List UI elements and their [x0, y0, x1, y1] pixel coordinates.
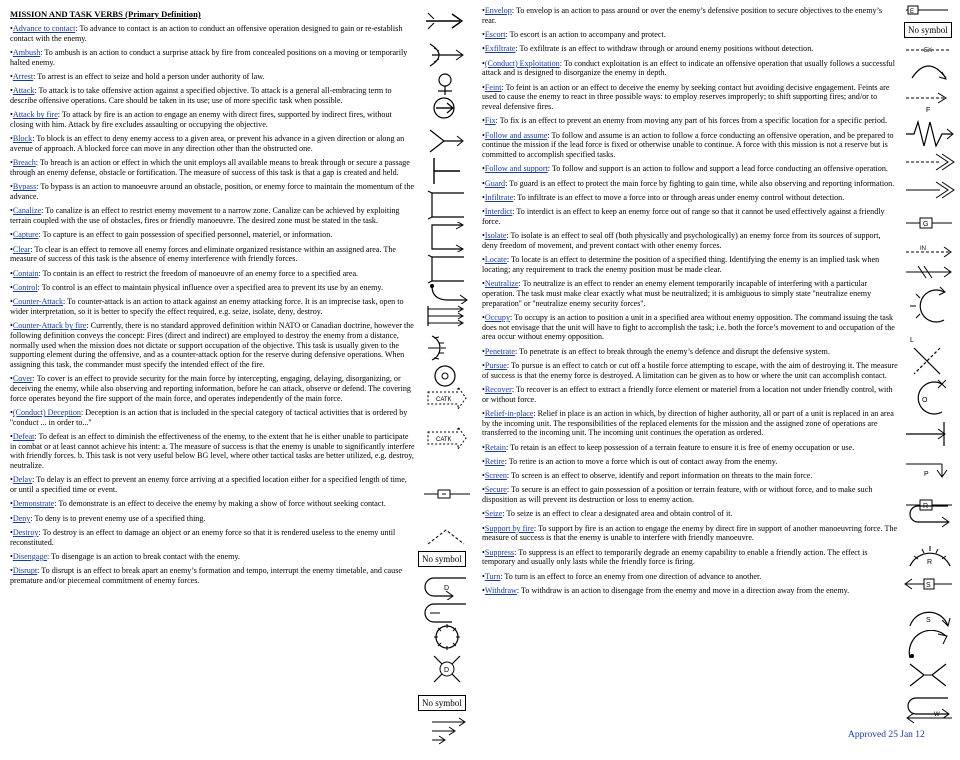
verb-definition: : To bypass is an action to manoeuvre around an obstacle, position, or enemy force to maintain the momentum of the advance. [10, 182, 415, 201]
verb-term: Capture [12, 230, 39, 240]
guard-icon [904, 212, 954, 234]
verb-definition: : To contain is an effect to restrict the freedom of manoeuvre of an enemy force to a specified area. [38, 268, 359, 278]
seize-icon [906, 630, 952, 662]
verb-definition: : To escort is an action to accompany and protect. [505, 30, 666, 39]
verb-definition: : To disengage is an action to break contact with the enemy. [47, 552, 240, 561]
verb-term: Advance to contact [12, 24, 76, 33]
verb-definition: : To retain is an effect to keep possession of a terrain feature to ensure it is free of enemy occupation or use. [505, 442, 855, 452]
verb-definition: : Deception is an action that is included in the special category of tactical activities that is ordered by ''conduct ... in order to...'' [10, 408, 408, 427]
verb-entry: •Ambush: To ambush is an action to conduct a surprise attack by fire from concealed positions on a moving or temporarily halted enemy. [10, 48, 408, 67]
verb-term: Pursue [484, 360, 507, 370]
verb-definition: : To screen is an effect to observe, identify and report information on threats to the main force. [506, 471, 813, 481]
verb-term: Follow and assume [484, 130, 548, 140]
verb-entry: •(Conduct) Exploitation: To conduct exploitation is an effect to indicate an offensive operation that usually follows a successful attack and is designed to disorganize the enemy in depth. [482, 58, 895, 78]
verb-term: Retain [484, 442, 506, 452]
right-entry-list [482, 6, 898, 596]
verb-term: Secure [484, 485, 507, 495]
exploitation-icon [904, 88, 954, 114]
verb-definition: : To isolate is an effect to seal off (both physically and psychologically) an enemy force from its sources of support, deny freedom of movement, and prevent contact with other enemy forces. [482, 231, 881, 250]
approval-date: Approved 25 Jan 12 [848, 730, 925, 740]
counter-attack-icon [424, 384, 468, 412]
verb-entry: •Follow and assume: To follow and assume is an action to follow a force conducting an offensive operation, and be prepared to continue the mission if the lead force is fixed or otherwise unable to continue. A force with this mission is not a reserve but is committed to accomplish specified tasks. [482, 130, 894, 159]
verb-entry: •Counter-Attack by fire: Currently, there is no standard approved definition within NATO or Canadian doctrine, however the following definition conveys the concept: Fires (direct and indirect) are employed to destroy the enemy from a distance, normally used when the mission does not dictate or support occupation of the objective. This task is usually given to the supporting element during the offensive, and as a counter-attack option for the reserve during defensive operations. When assigning this task, the commander must specify the intended effect of the fire. [10, 321, 414, 369]
verb-entry: •Retain: To retain is an effect to keep possession of a terrain feature to ensure it is free of enemy occupation or use. [482, 442, 855, 452]
verb-entry: •Retire: To retire is an action to move a force which is out of contact away from the enemy. [482, 456, 778, 466]
svg-text:S: S [926, 617, 931, 624]
verb-entry: •Cover: To cover is an effect to provide security for the main force by intercepting, engaging, delaying, disorganizing, or deceiving the enemy, while also observing and reporting information, before he can attack, observe or defend. The covering force operates beyond the fire support of the main force, and operates independently of the main force. [10, 374, 411, 403]
verb-definition: : To occupy is an action to position a unit in a specified area without enemy opposition. The command issuing the task does not envisage that the unit will have to fight to accomplish the task; i.e. both the force’s movement to and occupation of the area occur without enemy opposition. [482, 312, 895, 342]
verb-entry: •Clear: To clear is an effect to remove all enemy forces and eliminate organized resistance within an assigned area. The measure of success of this task is the absence of enemy interference with friendly forces. [10, 244, 396, 264]
verb-entry: •Disengage: To disengage is an action to break contact with the enemy. [10, 552, 240, 561]
verb-term: Screen [484, 471, 507, 481]
counter-attack-icon-label: CATK [436, 397, 452, 403]
verb-entry: •Pursue: To pursue is an effect to catch or cut off a hostile force attempting to escape, with the aim of destroying it. The measure of success is that the enemy force is destroyed. A limitation can be given as to how or where the unit can accomplish contact. [482, 360, 898, 380]
verb-entry: •Fix: To fix is an effect to prevent an enemy from moving any part of his forces from a specific location for a specific period. [482, 116, 887, 126]
verb-definition: : To feint is an action or an effect to deceive the enemy by seeking contact but avoiding decisive engagement. Feints are used to cause the enemy to react in three possible ways: to employ reserves improperly; to shift supporting fires; and/or to reveal defensive fires. [482, 82, 890, 111]
verb-definition: : To attack is to take offensive action against a specified objective. To attack is a general all-embracing term to describe offensive operations. Care should be taken in its use; use of more specific task when possible. [10, 86, 392, 105]
penetrate-icon [904, 420, 954, 448]
verb-entry: •Isolate: To isolate is an effect to seal off (both physically and psychologically) an enemy force from its sources of support, deny freedom of movement, and prevent contact with other enemy forces. [482, 231, 881, 250]
svg-text:G: G [923, 221, 929, 228]
verb-entry: •Infiltrate: To infiltrate is an effect to move a force into or through areas under enemy control without detection. [482, 192, 845, 202]
verb-definition: : To retire is an action to move a force which is out of contact away from the enemy. [504, 456, 778, 466]
breach-icon [426, 190, 466, 220]
interdict-icon [904, 262, 956, 282]
screen-icon-label: S [926, 582, 931, 589]
verb-definition: : To fix is an effect to prevent an enemy from moving any part of his forces from a specific location for a specific period. [495, 116, 887, 126]
no-symbol-badge-escort: No symbol [904, 22, 952, 38]
verb-definition: : To deny is to prevent enemy use of a specified thing. [30, 513, 206, 523]
verb-term: Control [12, 282, 38, 292]
occupy-icon [906, 378, 950, 418]
counter-attack-by-fire-icon [424, 424, 468, 452]
verb-entry: •Deny: To deny is to prevent enemy use of a specified thing. [10, 513, 206, 523]
envelop-icon [902, 2, 954, 18]
verb-term: Suppress [484, 547, 515, 557]
verb-definition: : To delay is an effect to prevent an enemy force arriving at a specified location either for a specified length of time, or until a specified time or event. [10, 475, 407, 495]
verb-term: Guard [484, 178, 506, 188]
arrest-icon [432, 70, 458, 96]
verb-entry: •Recover: To recover is an effect to extract a friendly force element or materiel from a location not under friendly control, with or without force. [482, 384, 893, 404]
verb-term: Exfiltrate [484, 44, 516, 54]
verb-term: (Conduct) Deception [12, 408, 81, 417]
verb-term: Ambush [12, 48, 41, 57]
verb-term: Clear [12, 244, 31, 254]
verb-entry: •Disrupt: To disrupt is an effect to break apart an enemy’s formation and tempo, interrupt the enemy timetable, and cause premature and/or piecemeal commitment of enemy forces. [10, 566, 402, 585]
left-column [10, 6, 415, 590]
verb-term: Attack [12, 86, 35, 96]
deception-icon [426, 528, 466, 546]
verb-term: Counter-Attack by fire [12, 321, 87, 331]
verb-entry: •Breach: To breach is an action or effect in which the unit employs all available means to break through or secure a passage through an enemy defense, obstacle or fortification. The measure of success of this task is that a gap is created and held. [10, 158, 410, 177]
verb-term: Fix [484, 116, 496, 126]
verb-entry: •Bypass: To bypass is an action to manoeuvre around an obstacle, position, or enemy force to maintain the momentum of the advance. [10, 182, 415, 201]
verb-definition: : To pursue is an effect to catch or cut off a hostile force attempting to escape, with the aim of destroying it. The measure of success is that the enemy force is destroyed. A limitation can be given as to how or where the unit can accomplish contact. [482, 360, 898, 380]
verb-definition: : To follow and support is an action to follow and support a lead force conducting an offensive operation. [547, 164, 888, 174]
verb-definition: : To suppress is an effect to temporarily degrade an enemy capability to enable a friendly action. The effect is temporary and usually only lasts while the friendly force is firing. [482, 547, 868, 567]
verb-entry: •Advance to contact: To advance to contact is an action to conduct an offensive operation designed to gain or re-establish contact with the enemy. [10, 24, 403, 43]
verb-term: Neutralize [484, 279, 519, 289]
delay-icon-label: D [444, 585, 450, 592]
verb-definition: : Relief in place is an action in which, by direction of higher authority, all or part of a unit is replaced in an area by the incoming unit. The responsibilities of the replaced elements for the mission and the assigned zone of operations are transferred to the incoming unit. The incoming unit continues the operation as ordered. [482, 408, 894, 438]
verb-term: Occupy [484, 312, 511, 322]
verb-term: Isolate [484, 231, 507, 241]
verb-definition: : To disrupt is an effect to break apart an enemy’s formation and tempo, interrupt the enemy timetable, and cause premature and/or piecemeal commitment of enemy forces. [10, 566, 402, 585]
support-by-fire-icon [906, 660, 950, 690]
verb-definition: : To infiltrate is an effect to move a force into or through areas under enemy control without detection. [513, 192, 845, 202]
verb-entry: •Demonstrate: To demonstrate is an effect to deceive the enemy by making a show of force without seeking contact. [10, 499, 386, 509]
verb-definition: : To block is an effect to deny enemy access to a given area, or prevent his advance in a given direction or along an avenue of approach. A blocked force can move in any direction other than the obstructed one. [10, 134, 405, 153]
verb-entry: •Contain: To contain is an effect to restrict the freedom of manoeuvre of an enemy force to a specified area. [10, 268, 359, 278]
verb-entry: •Arrest: To arrest is an effect to seize and hold a person under authority of law. [10, 72, 265, 81]
verb-term: (Conduct) Exploitation [484, 58, 560, 68]
verb-entry: •Guard: To guard is an effect to protect the main force by fighting to gain time, while also observing and reporting information. [482, 178, 895, 188]
feint-icon-label: F [926, 107, 931, 114]
verb-definition: : To guard is an effect to protect the main force by fighting to gain time, while also observing and reporting information. [505, 178, 895, 188]
verb-definition: : To attack by fire is an action to engage an enemy with direct fires, supported by indirect fires, without closing with him. Attack by fire excludes assaulting or occupying the objective. [10, 110, 392, 129]
verb-entry: •(Conduct) Deception: Deception is an action that is included in the special category of tactical activities that is ordered by ''conduct ... in order to...'' [10, 408, 408, 427]
verb-definition: : To breach is an action or effect in which the unit employs all available means to break through or secure a passage through an enemy defense, obstacle or fortification. The measure of success of this task is that a gap is created and held. [10, 158, 410, 177]
verb-definition: : To ambush is an action to conduct a surprise attack by fire from concealed positions on a moving or temporarily halted enemy. [10, 48, 408, 67]
verb-entry: •Control: To control is an effect to maintain physical influence over a specified area to prevent its use by an enemy. [10, 282, 383, 292]
attack-by-fire-icon [426, 126, 466, 156]
fix-icon [904, 116, 956, 150]
verb-term: Counter-Attack [12, 297, 64, 307]
verb-definition: : To canalize is an effect to restrict enemy movement to a narrow zone. Canalize can be achieved by exploiting terrain coupled with the use of obstacles, fires or friendly manoeuvre. The desired zone must be stated in the task. [10, 206, 400, 225]
verb-entry: •Attack by fire: To attack by fire is an action to engage an enemy with direct fires, supported by indirect fires, without closing with him. Attack by fire excludes assaulting or occupying the objective. [10, 110, 392, 129]
verb-definition: : To turn is an effect to force an enemy from one direction of advance to another. [500, 571, 762, 581]
verb-entry: •Locate: To locate is an effect to determine the position of a specified thing. Identifying the enemy is an implied task when locating; any requirement to track the enemy position must be made clear. [482, 255, 880, 274]
verb-entry: •Withdraw: To withdraw is an action to disengage from the enemy and move in a direction away from the enemy. [482, 586, 850, 596]
verb-term: Bypass [12, 182, 37, 192]
verb-entry: •Capture: To capture is an effect to gain possession of specified personnel, materiel, or information. [10, 230, 333, 240]
verb-entry: •Escort: To escort is an action to accompany and protect. [482, 30, 666, 39]
svg-text:E: E [910, 9, 915, 15]
verb-term: Cover [12, 374, 33, 384]
neutralize-icon [910, 344, 944, 378]
verb-term: Relief-in-place [484, 408, 534, 418]
verb-term: Block [12, 134, 33, 144]
verb-definition: : To advance to contact is an action to conduct an offensive operation designed to gain or re-establish contact with the enemy. [10, 24, 403, 43]
verb-entry: •Neutralize: To neutralize is an effect to render an enemy element temporarily incapable of interfering with a particular operation. The task must make clear exactly what must be neutralized; it is ambiguous to simply state ''neutralize enemy preparation'' or ''neutralize enemy security forces''. [482, 279, 872, 308]
verb-term: Support by fire [484, 523, 534, 533]
ambush-icon [424, 42, 468, 68]
relief-in-place-icon [904, 500, 958, 540]
verb-definition: : To interdict is an effect to keep an enemy force out of range so that it cannot be used effectively against a friendly force. [482, 207, 885, 226]
left-entry-list [10, 24, 415, 586]
svg-text:R: R [923, 503, 929, 510]
withdraw-icon [904, 708, 956, 728]
verb-definition: : To arrest is an effect to seize and hold a person under authority of law. [33, 72, 265, 81]
exfiltrate-icon-label: EX [924, 48, 933, 54]
exfiltrate-icon [902, 44, 956, 84]
verb-term: Escort [484, 30, 506, 39]
retire-icon [902, 572, 956, 596]
verb-entry: •Turn: To turn is an effect to force an enemy from one direction of advance to another. [482, 571, 762, 581]
verb-term: Penetrate [484, 346, 515, 356]
verb-entry: •Block: To block is an effect to deny enemy access to a given area, or prevent his advance in a given direction or along an avenue of approach. A blocked force can move in any direction other than the obstructed one. [10, 134, 405, 153]
svg-text:D: D [444, 667, 450, 674]
capture-icon [426, 282, 470, 304]
verb-term: Locate [484, 255, 507, 265]
verb-entry: •Canalize: To canalize is an effect to restrict enemy movement to a narrow zone. Canalize can be achieved by exploiting terrain coupled with the use of obstacles, fires or friendly manoeuvre. The desired zone must be stated in the task. [10, 206, 400, 225]
verb-term: Interdict [484, 207, 513, 217]
verb-term: Disrupt [12, 566, 38, 576]
delay-icon [422, 574, 472, 600]
verb-definition: : To locate is an effect to determine the position of a specified thing. Identifying the enemy is an implied task when locating; any requirement to track the enemy position must be made clear. [482, 255, 880, 274]
verb-definition: : To demonstrate is an effect to deceive the enemy by making a show of force without seeking contact. [54, 499, 386, 509]
contain-icon [426, 332, 466, 362]
verb-entry: •Seize: To seize is an effect to clear a designated area and obtain control of it. [482, 509, 733, 519]
canalize-icon [426, 254, 466, 284]
withdraw-icon-label: W [934, 712, 940, 718]
verb-term: Turn [484, 571, 501, 581]
isolate-icon [904, 286, 950, 326]
verb-definition: : To exfiltrate is an effect to withdraw through or around enemy positions without detection. [515, 44, 814, 54]
verb-entry: •Support by fire: To support by fire is an action to engage the enemy by direct fire in support of another manoeuvring force. The measure of success is that the enemy is unable to interfere with friendly manoeuvre. [482, 523, 898, 543]
clear-icon [424, 304, 468, 328]
verb-definition: : To neutralize is an effect to render an enemy element temporarily incapable of interfering with a particular operation. The task must make clear exactly what must be neutralized; it is ambiguous to simply state ''neutralize enemy preparation'' or ''neutralize enemy security forces''. [482, 279, 872, 308]
counter-attack-by-fire-icon-label: CATK [436, 437, 452, 443]
retain-icon [904, 538, 956, 568]
verb-entry: •Interdict: To interdict is an effect to keep an enemy force out of range so that it cannot be used effectively against a friendly force. [482, 207, 885, 226]
verb-term: Envelop [484, 6, 512, 15]
verb-term: Seize [484, 509, 503, 519]
verb-term: Canalize [12, 206, 42, 216]
verb-term: Infiltrate [484, 192, 514, 202]
verb-definition: : To envelop is an action to pass around or over the enemy’s defensive position to secure objectives to the enemy’s rear. [482, 6, 882, 25]
verb-definition: : To penetrate is an effect to break through the enemy’s defence and disrupt the defensive system. [514, 346, 830, 356]
verb-definition: : To support by fire is an action to engage the enemy by direct fire in support of another manoeuvring force. The measure of success is that the enemy is unable to interfere with friendly manoeuvre. [482, 523, 898, 543]
infiltrate-icon-label: IN [920, 246, 926, 252]
infiltrate-icon [904, 244, 956, 260]
occupy-icon-label: O [922, 397, 928, 404]
verb-entry: •Attack: To attack is to take offensive action against a specified objective. To attack is a general all-embracing term to describe offensive operations. Care should be taken in its use; use of more specific task when possible. [10, 86, 392, 105]
right-column [482, 6, 898, 600]
bypass-icon [426, 222, 466, 252]
verb-term: Contain [12, 268, 39, 278]
pursue-icon [904, 456, 956, 480]
destroy-icon [430, 652, 464, 686]
verb-term: Disengage [12, 552, 48, 561]
verb-entry: •Penetrate: To penetrate is an effect to break through the enemy’s defence and disrupt the defensive system. [482, 346, 830, 356]
verb-term: Delay [12, 475, 33, 485]
no-symbol-badge-defeat: No symbol [418, 551, 466, 567]
verb-entry: •Suppress: To suppress is an effect to temporarily degrade an enemy capability to enable a friendly action. The effect is temporary and usually only lasts while the friendly force is firing. [482, 547, 868, 567]
secure-icon [904, 598, 954, 628]
verb-entry: •Occupy: To occupy is an action to position a unit in a specified area without enemy opposition. The command issuing the task does not envisage that the unit will have to fight to accomplish the task; i.e. both the force’s movement to and occupation of the area occur without enemy opposition. [482, 312, 895, 342]
verb-term: Defeat [12, 432, 35, 441]
cover-icon [422, 486, 472, 502]
verb-term: Arrest [12, 72, 34, 81]
verb-definition: : To conduct exploitation is an effect to indicate an offensive operation that usually follows a successful attack and is designed to disorganize the enemy in depth. [482, 58, 895, 78]
verb-entry: •Delay: To delay is an effect to prevent an enemy force arriving at a specified location either for a specified length of time, or until a specified time or event. [10, 475, 407, 495]
verb-term: Destroy [12, 528, 39, 537]
no-symbol-badge-disengage: No symbol [418, 695, 466, 711]
verb-definition: : To defeat is an effect to diminish the effectiveness of the enemy, to the extent that he is either unable to participate in combat or at least cannot achieve his intent: a. The measure of success is that the enemy is unable to significantly interfere with friendly forces. b. This task is not very useful below BG level, where other tactical tasks are better utilized, e.g. destroy, neutralize. [10, 432, 415, 471]
locate-icon-label: L [910, 337, 914, 344]
deny-icon [432, 622, 462, 652]
verb-definition: : To control is an effect to maintain physical influence over a specified area to prevent its use by an enemy. [37, 282, 383, 292]
verb-entry: •Relief-in-place: Relief in place is an action in which, by direction of higher authority, all or part of a unit is replaced in an area by the incoming unit. The responsibilities of the replaced elements for the mission and the assigned zone of operations are transferred to the incoming unit. The incoming unit continues the operation as ordered. [482, 408, 894, 438]
verb-definition: : To seize is an effect to clear a designated area and obtain control of it. [502, 509, 733, 519]
verb-entry: •Defeat: To defeat is an effect to diminish the effectiveness of the enemy, to the extent that he is either unable to participate in combat or at least cannot achieve his intent: a. The measure of success is that the enemy is unable to significantly interfere with friendly forces. b. This task is not very useful below BG level, where other tactical tasks are better utilized, e.g. destroy, neutralize. [10, 432, 415, 471]
block-icon [428, 156, 464, 186]
page-title: MISSION AND TASK VERBS (Primary Definition) [10, 9, 201, 19]
verb-definition: : To withdraw is an action to disengage from the enemy and move in a direction away from the enemy. [516, 586, 850, 596]
disrupt-icon [428, 716, 468, 746]
verb-term: Retire [484, 456, 505, 466]
verb-entry: •Counter-Attack: To counter-attack is an action to attack against an enemy attacking force. It is an imprecise task, open to wider interpretation, so it is better to specify the effect required, e.g. seize, isolate, deny, destroy. [10, 297, 404, 316]
verb-entry: •Envelop: To envelop is an action to pass around or over the enemy’s defensive position to secure objectives to the enemy’s rear. [482, 6, 882, 25]
verb-term: Feint [484, 82, 502, 92]
verb-entry: •Follow and support: To follow and support is an action to follow and support a lead force conducting an offensive operation. [482, 164, 888, 174]
verb-definition: : To destroy is an effect to damage an object or an enemy force so that it is rendered useless to the enemy until reconstituted. [10, 528, 396, 547]
verb-term: Attack by fire [12, 110, 58, 120]
verb-term: Follow and support [484, 164, 548, 174]
pursue-icon-label: P [924, 471, 929, 478]
verb-term: Breach [12, 158, 36, 168]
verb-entry: •Secure: To secure is an effect to gain possession of a position or terrain feature, with or without force, and to make such disposition as will prevent its destruction or loss to enemy action. [482, 485, 873, 505]
verb-term: Deny [12, 513, 31, 523]
verb-entry: •Exfiltrate: To exfiltrate is an effect to withdraw through or around enemy positions without detection. [482, 44, 814, 54]
verb-term: Demonstrate [12, 499, 55, 509]
verb-term: Withdraw [484, 586, 517, 596]
retain-icon-label: R [927, 559, 933, 566]
follow-and-support-icon [904, 178, 956, 202]
verb-definition: : To follow and assume is an action to follow a force conducting an offensive operation, and be prepared to continue the mission if the lead force is fixed or otherwise unable to continue. A force with this mission is not a reserve but is committed to accomplish specified tasks. [482, 130, 894, 159]
verb-definition: : To counter-attack is an action to attack against an enemy attacking force. It is an imprecise task, open to wider interpretation, so it is better to specify the effect required, e.g. seize, isolate, deny, destroy. [10, 297, 404, 316]
verb-term: Recover [484, 384, 512, 394]
verb-definition: : To recover is an effect to extract a friendly force element or materiel from a location not under friendly control, with or without force. [482, 384, 893, 404]
verb-entry: •Screen: To screen is an effect to observe, identify and report information on threats to the main force. [482, 471, 813, 481]
advance-to-contact-icon [424, 8, 468, 34]
verb-definition: : To secure is an effect to gain possession of a position or terrain feature, with or without force, and to make such disposition as will prevent its destruction or loss to enemy action. [482, 485, 873, 505]
verb-definition: : To capture is an effect to gain possession of specified personnel, materiel, or information. [38, 230, 333, 240]
verb-entry: •Feint: To feint is an action or an effect to deceive the enemy by seeking contact but avoiding decisive engagement. Feints are used to cause the enemy to react in three possible ways: to employ reserves improperly; to shift supporting fires; and/or to reveal defensive fires. [482, 82, 890, 111]
verb-entry: •Destroy: To destroy is an effect to damage an object or an enemy force so that it is rendered useless to the enemy until reconstituted. [10, 528, 396, 547]
verb-definition: : To cover is an effect to provide security for the main force by intercepting, engaging, delaying, disorganizing, or deceiving the enemy, while also observing and reporting information, before he can attack, observe or defend. The covering force operates beyond the fire support of the main force, and operates independently of the main force. [10, 374, 411, 403]
verb-definition: : Currently, there is no standard approved definition within NATO or Canadian doctrine, however the following definition conveys the concept: Fires (direct and indirect) are employed to destroy the enemy from a distance, normally used when the mission does not dictate or support occupation of the objective. This task is usually given to the supporting element during the offensive, and as a counter-attack option for the reserve during defensive operations. When assigning this task, the commander must specify the intended effect of the fire. [10, 321, 414, 369]
attack-icon [428, 96, 460, 120]
follow-and-assume-icon [904, 150, 956, 174]
verb-definition: : To clear is an effect to remove all enemy forces and eliminate organized resistance within an assigned area. The measure of success of this task is the absence of enemy interference with friendly forces. [10, 244, 396, 264]
locate-icon [908, 332, 948, 344]
